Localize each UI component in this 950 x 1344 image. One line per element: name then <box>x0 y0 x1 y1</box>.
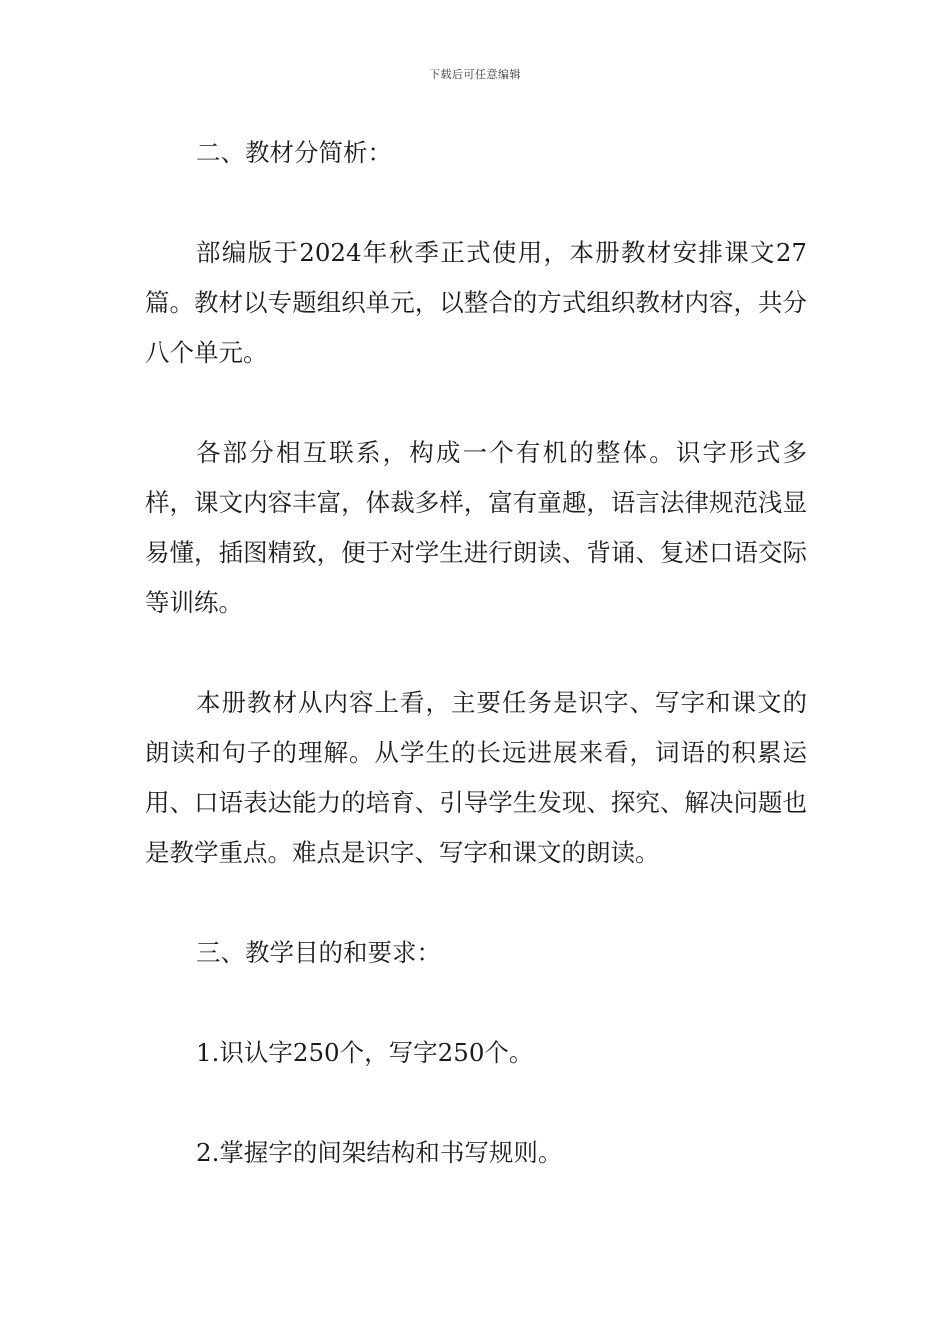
list-item-goal-1: 1.识认字250个，写字250个。 <box>196 1038 534 1067</box>
header-note: 下载后可任意编辑 <box>429 68 521 81</box>
paragraph-textbook-overview: 部编版于2024年秋季正式使用，本册教材安排课文27篇。教材以专题组织单元，以整合的方式组织教材内容，共分八个单元。 <box>145 238 807 367</box>
paragraph-gap <box>145 378 807 428</box>
document-body <box>145 128 807 1178</box>
section-heading-teaching-goals: 三、教学目的和要求： <box>196 938 441 967</box>
paragraph-gap <box>145 878 807 928</box>
list-item-goal-2: 2.掌握字的间架结构和书写规则。 <box>196 1138 563 1167</box>
paragraph-gap <box>145 628 807 678</box>
paragraph-gap <box>145 978 807 1028</box>
paragraph-gap <box>145 178 807 228</box>
paragraph-gap <box>145 1078 807 1128</box>
paragraph-textbook-tasks: 本册教材从内容上看，主要任务是识字、写字和课文的朗读和句子的理解。从学生的长远进展来看，词语的积累运用、口语表达能力的培育、引导学生发现、探究、解决问题也是教学重点。难点是识字、写字和课文的朗读。 <box>145 688 807 867</box>
section-heading-textbook-analysis: 二、教材分简析： <box>196 138 392 167</box>
paragraph-textbook-features: 各部分相互联系，构成一个有机的整体。识字形式多样，课文内容丰富，体裁多样，富有童趣，语言法律规范浅显易懂，插图精致，便于对学生进行朗读、背诵、复述口语交际等训练。 <box>145 438 807 617</box>
